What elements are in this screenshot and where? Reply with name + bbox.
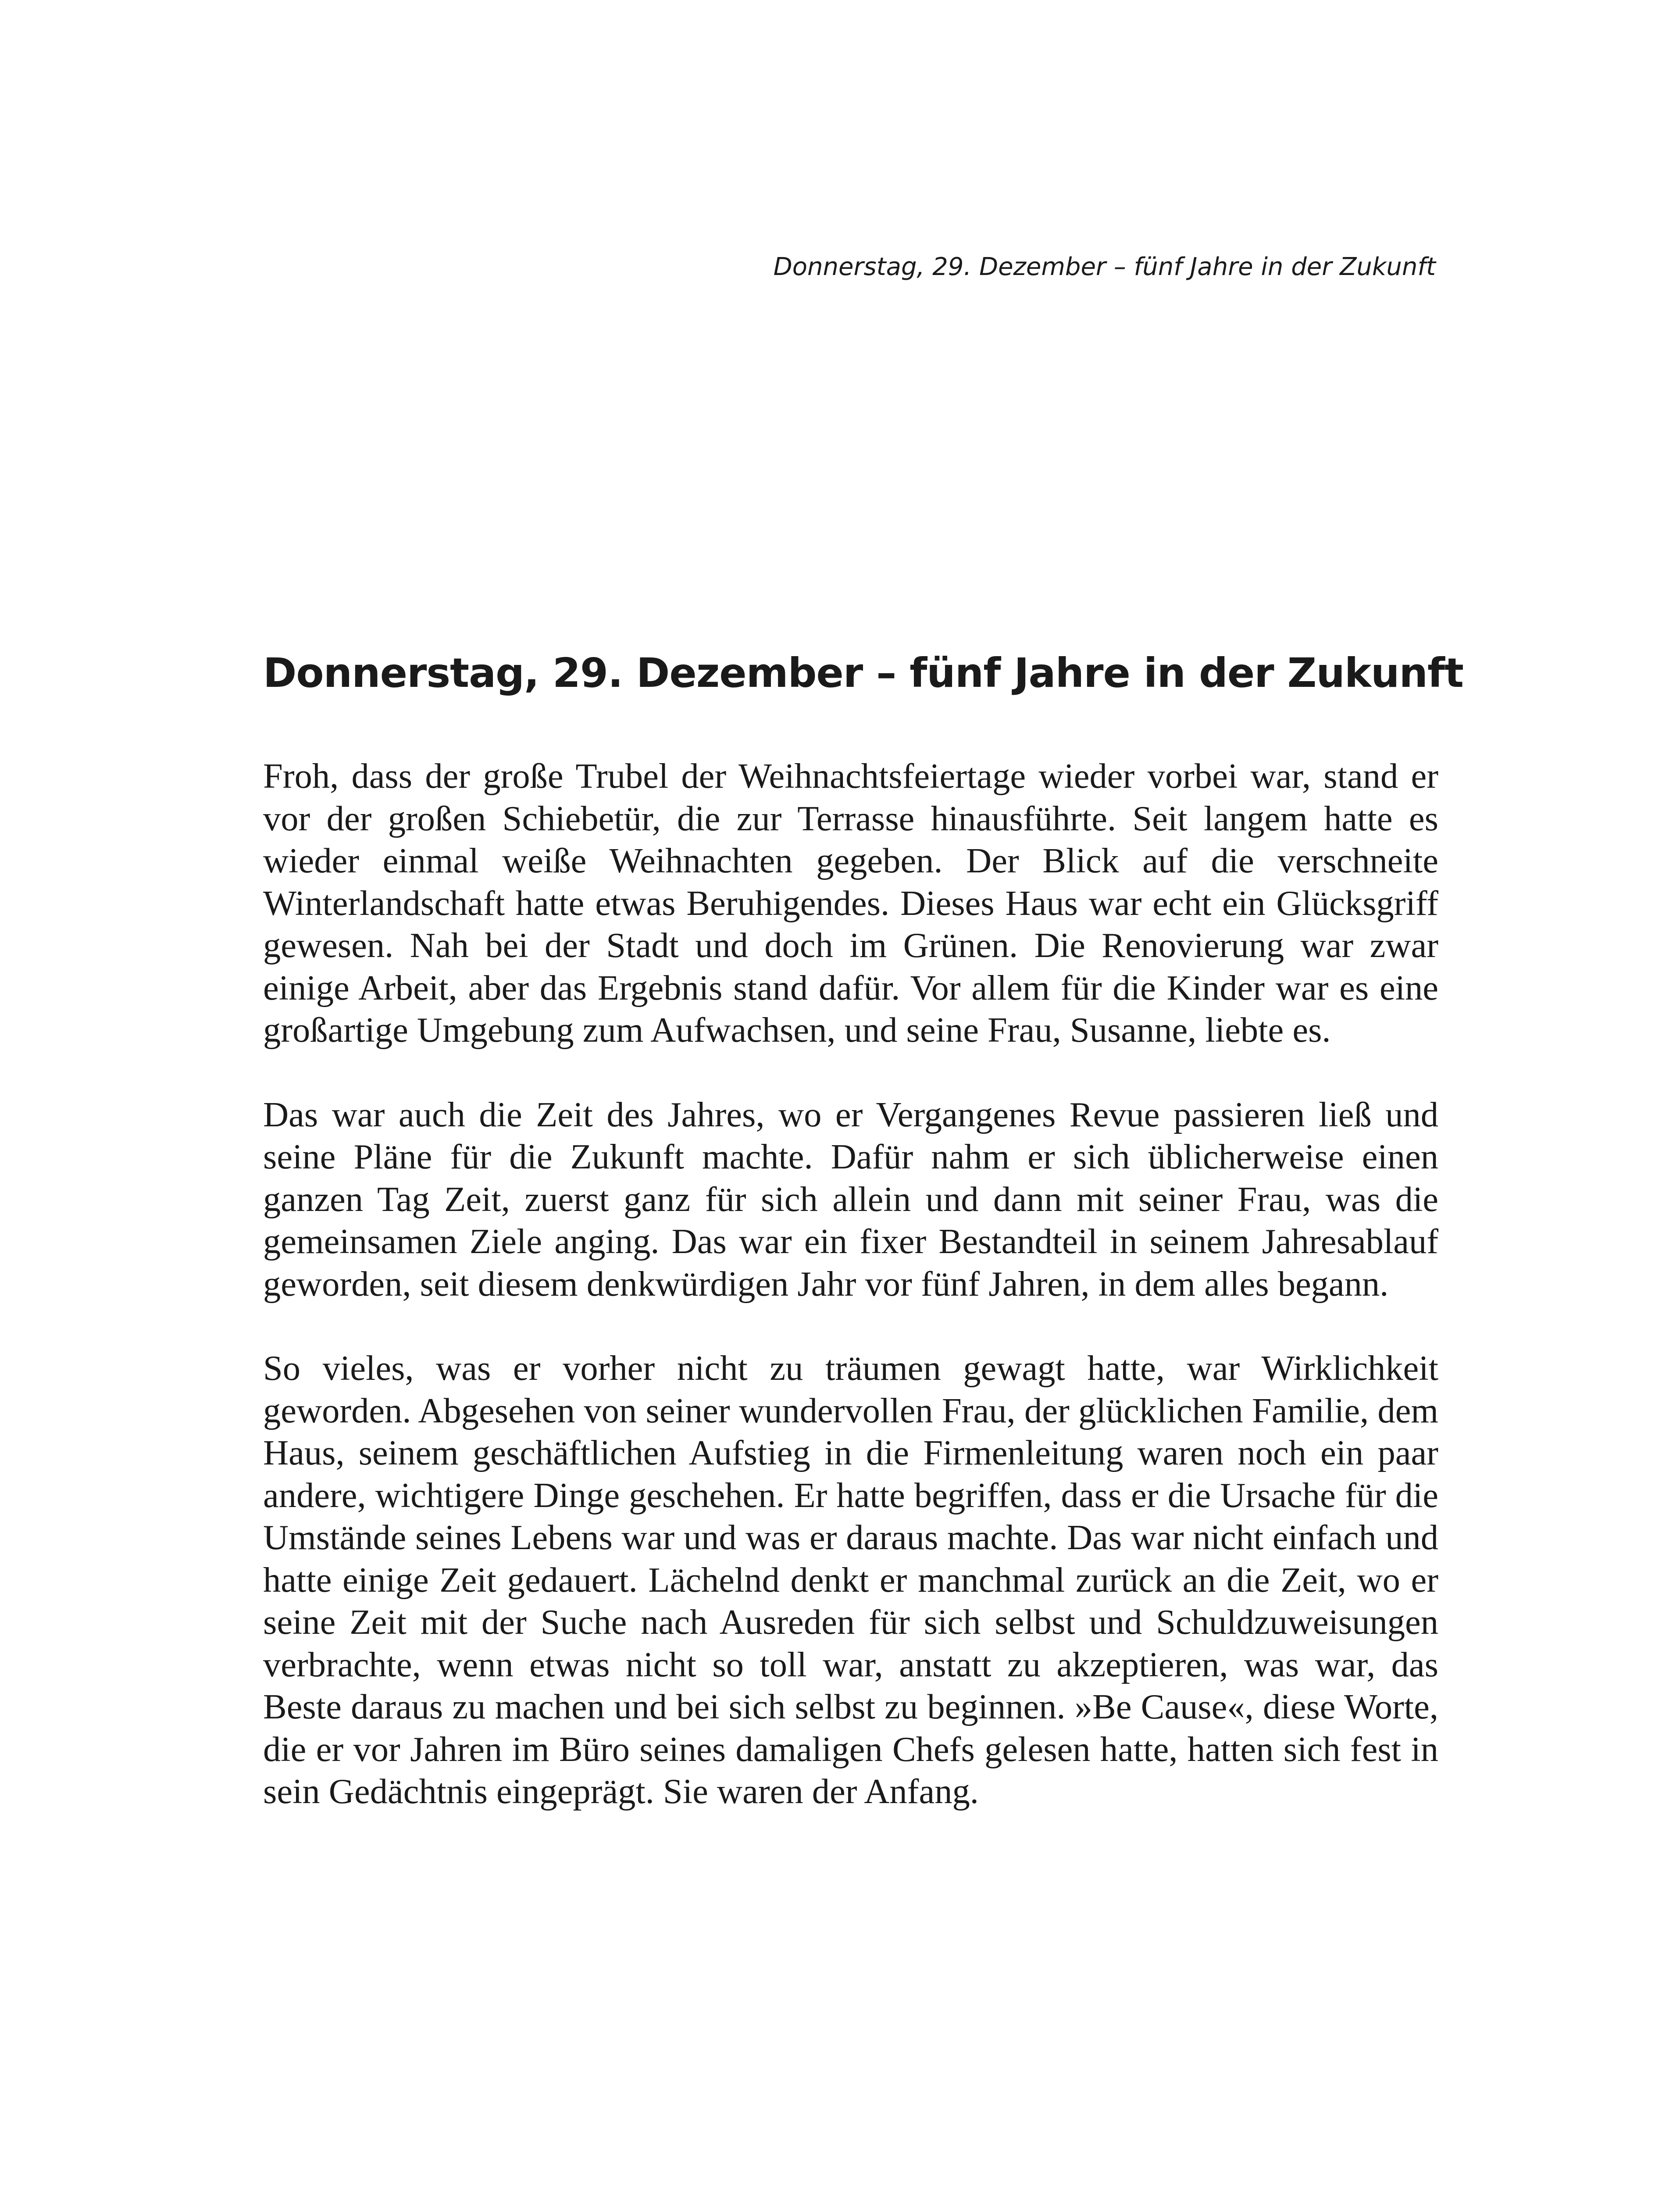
paragraph: Froh, dass der große Trubel der Weihnachtsfeiertage wieder vorbei war, stand er vor der großen Schiebetür, die zur Terrasse hinausführte. Seit langem hatte es wieder einmal weiße Weihnachten gegeben. Der Blick auf die verschneite Winterlandschaft hatte etwas Beruhigendes. Dieses Haus war echt ein Glücksgriff gewesen. Nah bei der Stadt und doch im Grünen. Die Renovierung war zwar einige Arbeit, aber das Ergebnis stand dafür. Vor allem für die Kinder war es eine großartige Umgebung zum Aufwachsen, und seine Frau, Susanne, liebte es.: [263, 757, 1438, 1050]
running-header: Donnerstag, 29. Dezember – fünf Jahre in der Zukunft: [773, 253, 1436, 281]
paragraph: So vieles, was er vorher nicht zu träumen gewagt hatte, war Wirklichkeit geworden. Abgesehen von seiner wundervollen Frau, der glücklichen Familie, dem Haus, seinem geschäftlichen Aufstieg in die Firmenleitung waren noch ein paar andere, wichtigere Dinge geschehen. Er hatte begriffen, dass er die Ursache für die Umstände seines Lebens war und was er daraus machte. Das war nicht einfach und hatte einige Zeit gedauert. Lächelnd denkt er manchmal zurück an die Zeit, wo er seine Zeit mit der Suche nach Ausreden für sich selbst und Schuldzuweisungen verbrachte, wenn etwas nicht so toll war, anstatt zu akzeptieren, was war, das Beste daraus zu machen und bei sich selbst zu beginnen. »Be Cause«, diese Worte, die er vor Jahren im Büro seines damaligen Chefs gelesen hatte, hatten sich fest in sein Gedächtnis eingeprägt. Sie waren der Anfang.: [263, 1349, 1438, 1811]
body-text: [263, 755, 1438, 1855]
paragraph: Das war auch die Zeit des Jahres, wo er Vergangenes Revue passieren ließ und seine Pläne für die Zukunft machte. Dafür nahm er sich üblicherweise einen ganzen Tag Zeit, zuerst ganz für sich allein und dann mit seiner Frau, was die gemeinsamen Ziele anging. Das war ein fixer Bestandteil in seinem Jahresablauf geworden, seit diesem denkwürdigen Jahr vor fünf Jahren, in dem alles begann.: [263, 1095, 1438, 1304]
chapter-title: Donnerstag, 29. Dezember – fünf Jahre in der Zukunft: [263, 650, 1464, 696]
